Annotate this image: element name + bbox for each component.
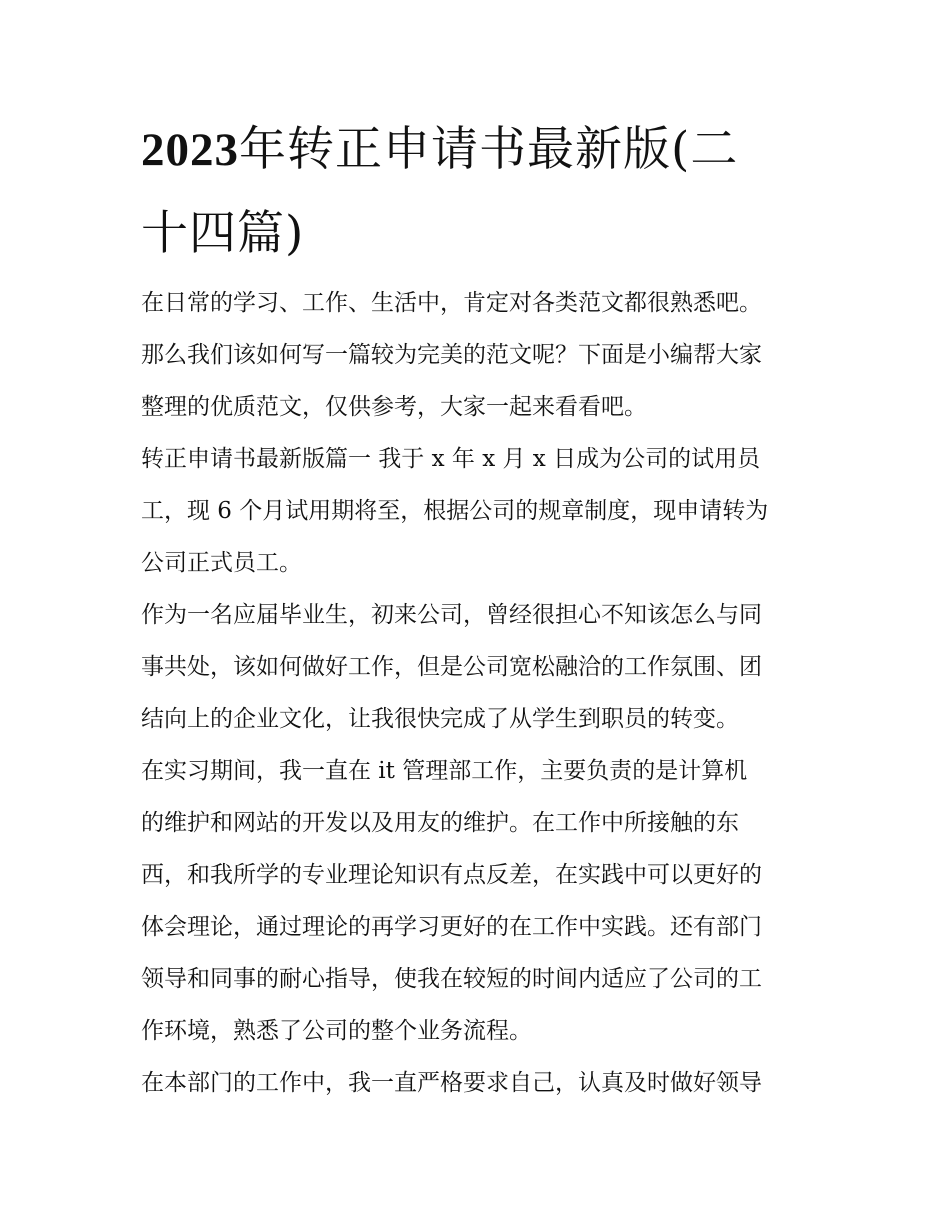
text-line: 的维护和网站的开发以及用友的维护。在工作中所接触的东 [141, 810, 739, 836]
document-title [141, 108, 821, 276]
text-line: 事共处，该如何做好工作，但是公司宽松融洽的工作氛围、团 [141, 654, 762, 680]
text-line: 体会理论，通过理论的再学习更好的在工作中实践。还有部门 [141, 914, 762, 940]
title-line2: 十四篇) [141, 206, 305, 261]
text-line: 结向上的企业文化，让我很快完成了从学生到职员的转变。 [141, 706, 739, 732]
text-line: 公司正式员工。 [141, 550, 302, 576]
text-line: 在日常的学习、工作、生活中，肯定对各类范文都很熟悉吧。 [141, 290, 762, 316]
text-line: 整理的优质范文，仅供参考，大家一起来看看吧。 [141, 394, 647, 420]
title-line1: 年转正申请书最新版(二 [239, 122, 739, 177]
text-line: 工，现 6 个月试用期将至，根据公司的规章制度，现申请转为 [141, 498, 769, 524]
text-line: 作环境，熟悉了公司的整个业务流程。 [141, 1018, 532, 1044]
text-line: 在实习期间，我一直在 it 管理部工作，主要负责的是计算机 [141, 758, 748, 784]
text-line: 作为一名应届毕业生，初来公司，曾经很担心不知该怎么与同 [141, 602, 762, 628]
text-line: 领导和同事的耐心指导，使我在较短的时间内适应了公司的工 [141, 966, 762, 992]
title-year: 2023 [141, 124, 239, 176]
text-line: 在本部门的工作中，我一直严格要求自己，认真及时做好领导 [141, 1070, 762, 1096]
text-line: 转正申请书最新版篇一 我于 x 年 x 月 x 日成为公司的试用员 [141, 446, 761, 472]
document-body [141, 277, 821, 1109]
text-line: 那么我们该如何写一篇较为完美的范文呢？下面是小编帮大家 [141, 342, 762, 368]
text-line: 西，和我所学的专业理论知识有点反差，在实践中可以更好的 [141, 862, 762, 888]
